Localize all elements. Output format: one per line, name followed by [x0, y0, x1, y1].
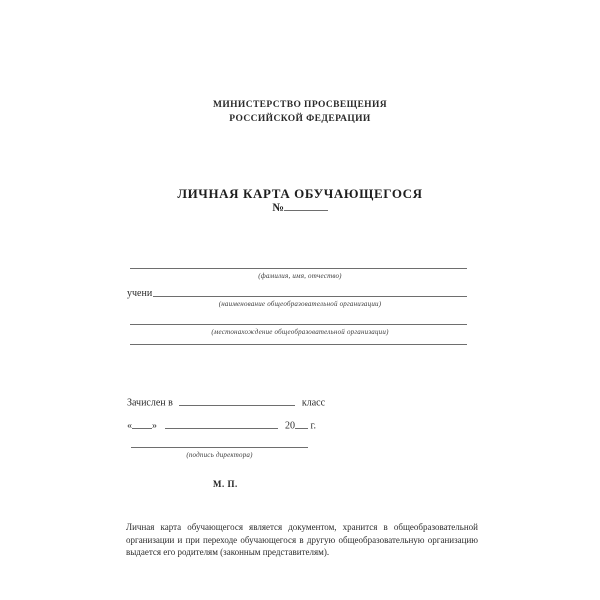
footer-note: Личная карта обучающегося является документом, хранится в общеобразовательной организации и при переходе обучающегося в другую общеобразовательную организацию выдается его родителям (законным представителям). [126, 522, 478, 557]
year-prefix: 20 [285, 420, 295, 432]
enrolled-label: Зачислен в [127, 397, 173, 409]
ministry-line2: РОССИЙСКОЙ ФЕДЕРАЦИИ [229, 114, 371, 124]
ministry-header [0, 98, 600, 126]
month-blank [165, 420, 278, 429]
director-signature-caption: (подпись директора) [186, 451, 253, 459]
full-name-caption: (фамилия, имя, отчество) [258, 272, 342, 280]
extra-blank-line [130, 337, 467, 345]
number-label: № [272, 201, 284, 214]
class-blank [179, 397, 295, 406]
year-suffix: г. [310, 420, 316, 432]
class-label: класс [301, 397, 326, 409]
number-blank [284, 201, 328, 211]
close-quote: » [152, 420, 157, 432]
date-row [127, 420, 316, 432]
year-blank [295, 420, 308, 429]
org-name-blank-line [153, 289, 467, 297]
org-location-caption: (местонахождение общеобразовательной организации) [211, 328, 389, 336]
enrolled-row [127, 397, 325, 409]
student-label: учени [127, 288, 153, 299]
open-quote: « [127, 420, 132, 432]
full-name-blank-line [130, 261, 467, 269]
org-location-blank-line [130, 317, 467, 325]
day-blank [132, 420, 152, 429]
document-title: ЛИЧНАЯ КАРТА ОБУЧАЮЩЕГОСЯ [177, 186, 423, 201]
number-row [0, 201, 600, 214]
director-signature-line [131, 440, 308, 448]
ministry-line1: МИНИСТЕРСТВО ПРОСВЕЩЕНИЯ [212, 100, 388, 110]
org-name-caption: (наименование общеобразовательной организации) [218, 300, 382, 308]
stamp-label: М. П. [213, 479, 238, 489]
